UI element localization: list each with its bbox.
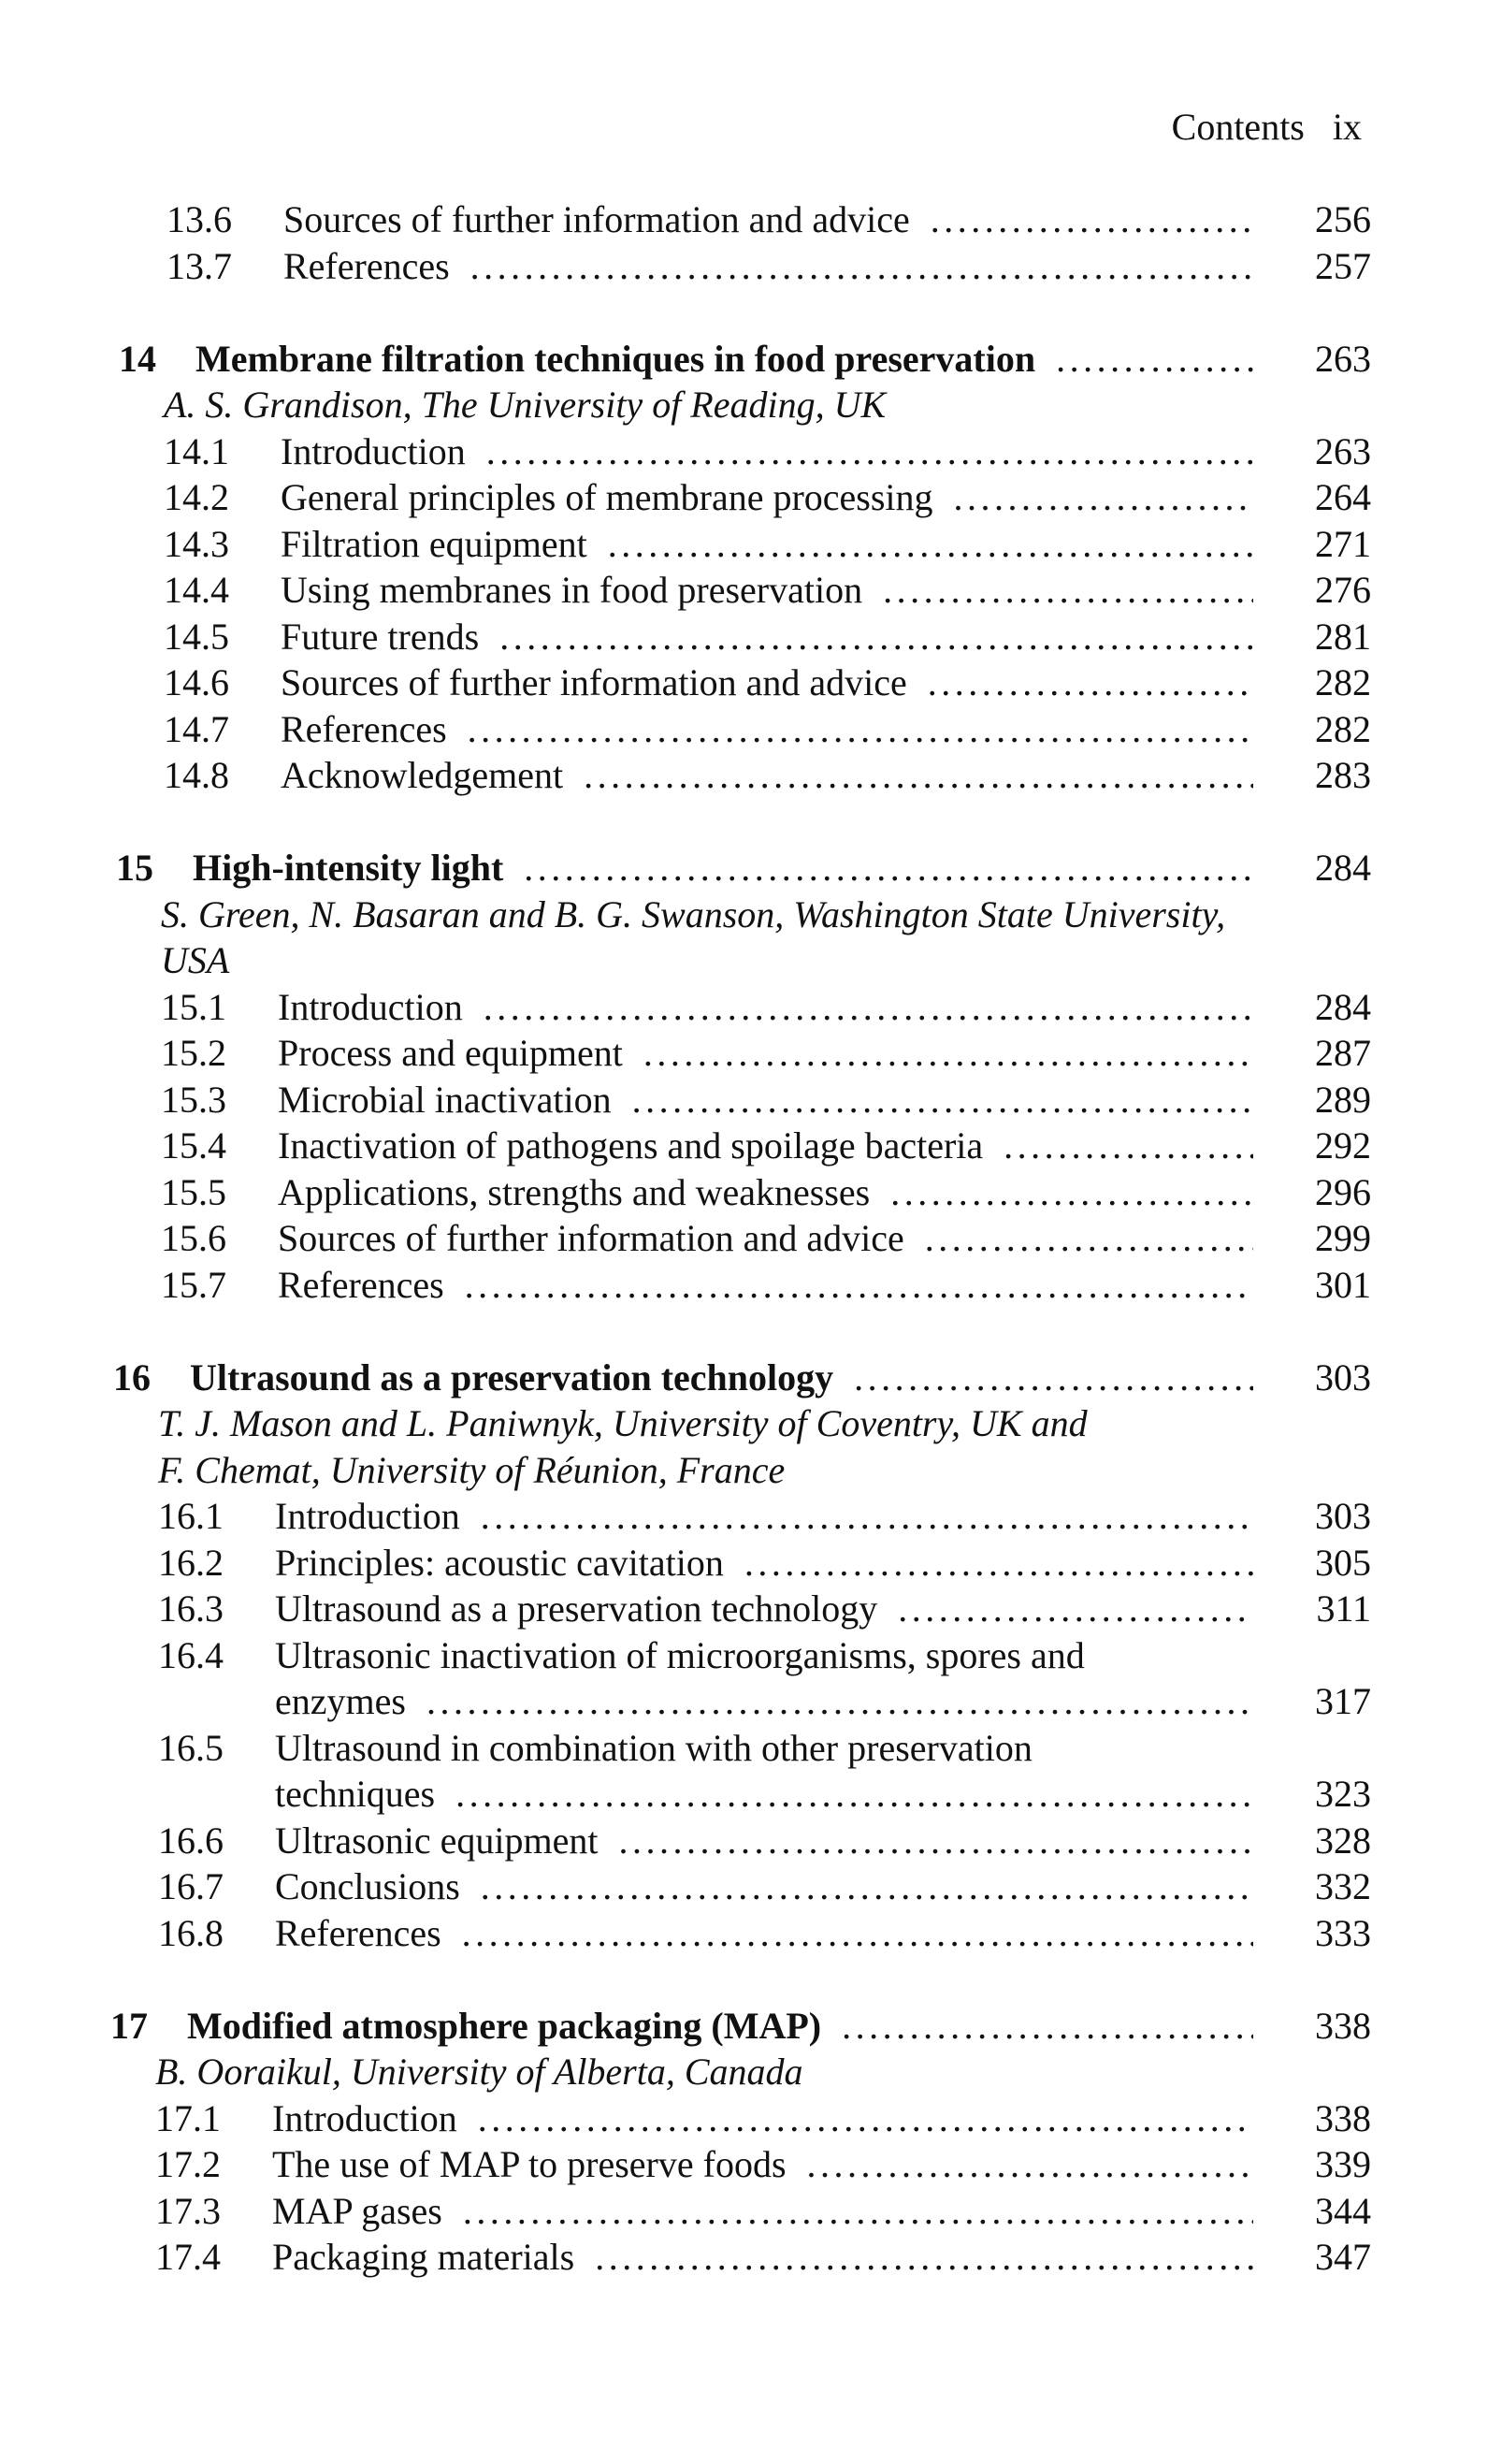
section-title-text: Ultrasound in combination with other preservation [275,1726,1033,1769]
section-title-continued-text: enzymes [275,1680,406,1722]
section-title [278,1215,1291,1262]
toc-entry [0,1725,1502,1772]
toc-entry [0,567,1502,614]
section-title [275,1586,1291,1632]
page-number: 296 [1315,1170,1371,1213]
section-title-continued [275,1771,1291,1818]
author-line [0,891,1502,938]
section-title [278,1169,1291,1216]
chapter-authors: A. S. Grandison, The University of Reading, UK [164,384,887,426]
section-gap [0,289,1502,336]
page-number: 317 [1315,1680,1371,1722]
section-title [272,2234,1291,2281]
chapter-heading [0,336,1502,383]
dot-leader [632,1077,1253,1123]
section-title-text: Applications, strengths and weaknesses [278,1170,871,1213]
page-number: 283 [1315,754,1371,796]
dot-leader [481,1493,1253,1540]
section-title [278,984,1291,1031]
dot-leader [455,1771,1253,1818]
section-title-text: Acknowledgement [281,754,564,796]
section-title-text: Using membranes in food preservation [281,569,863,611]
section-title-continued [275,1678,1291,1725]
page-number: 323 [1315,1773,1371,1815]
section-title [281,521,1291,568]
section-title [283,196,1291,243]
section-title [275,1632,1291,1679]
page-number: 284 [1315,847,1371,889]
dot-leader [883,567,1253,614]
page-number: 276 [1315,569,1371,611]
page-number: 347 [1315,2236,1371,2278]
chapter-title [187,2003,1291,2050]
section-title [272,2095,1291,2142]
chapter-authors: F. Chemat, University of Réunion, France [158,1448,786,1491]
toc-entry [0,1540,1502,1587]
section-title-text: Inactivation of pathogens and spoilage bacteria [278,1124,984,1167]
toc-entry [0,1030,1502,1077]
toc-entry [0,428,1502,475]
section-number: 16.5 [158,1726,224,1769]
section-title [278,1262,1291,1309]
section-title-text: Conclusions [275,1865,460,1907]
page-number: 287 [1315,1032,1371,1074]
section-gap [0,799,1502,846]
section-number: 17.2 [155,2143,221,2185]
section-number: 14.2 [164,476,229,518]
page-number: 299 [1315,1217,1371,1259]
section-number: 17.3 [155,2189,221,2232]
dot-leader [484,984,1253,1031]
toc-entry [0,1077,1502,1123]
page-number: 292 [1315,1124,1371,1167]
page-number: 339 [1315,2143,1371,2185]
page-number: 289 [1315,1078,1371,1121]
dot-leader [595,2234,1253,2281]
section-title [275,1540,1291,1587]
toc-entry [0,752,1502,799]
section-title [278,1077,1291,1123]
chapter-number: 15 [116,847,153,889]
dot-leader [807,2141,1253,2188]
toc-entry [0,1632,1502,1679]
section-title [275,1493,1291,1540]
section-title [281,474,1291,521]
author-line [0,1400,1502,1447]
section-title-text: The use of MAP to preserve foods [272,2143,787,2185]
section-title-text: Introduction [272,2096,457,2139]
dot-leader [486,428,1253,475]
toc-entry [0,1123,1502,1169]
author-line [0,1447,1502,1494]
dot-leader [854,1355,1253,1401]
chapter-number: 17 [110,2004,148,2047]
section-title-text: MAP gases [272,2189,442,2232]
dot-leader [1004,1123,1253,1169]
section-title-text: Introduction [281,429,466,472]
page-number: 344 [1315,2189,1371,2232]
section-number: 14.6 [164,661,229,703]
page-number: 301 [1315,1263,1371,1306]
section-title-text: Ultrasound as a preservation technology [275,1587,878,1630]
section-title-text: Packaging materials [272,2236,575,2278]
chapter-title [190,1355,1291,1401]
dot-leader [499,614,1253,660]
chapter-heading [0,2003,1502,2050]
chapter-number: 16 [113,1355,151,1399]
section-number: 15.4 [161,1124,226,1167]
toc-entry [0,2188,1502,2235]
section-title [272,2141,1291,2188]
dot-leader [481,1863,1253,1910]
dot-leader [744,1540,1253,1587]
dot-leader [842,2003,1253,2050]
page-number: 333 [1315,1911,1371,1954]
running-head-page-number: ix [1332,106,1362,148]
section-title-text: References [283,244,450,287]
toc-entry [0,2141,1502,2188]
section-title [281,567,1291,614]
toc-entry [0,474,1502,521]
section-title-text: References [278,1263,444,1306]
section-number: 17.4 [155,2236,221,2278]
chapter-number: 14 [119,337,156,380]
section-number: 14.7 [164,707,229,750]
section-title-text: Sources of further information and advice [283,198,910,240]
dot-leader [478,2095,1253,2142]
section-title-text: General principles of membrane processing [281,476,933,518]
section-title-text: Ultrasonic equipment [275,1819,599,1862]
section-number: 16.8 [158,1911,224,1954]
page-number: 263 [1315,429,1371,472]
chapter-title-text: High-intensity light [193,847,504,889]
toc-entry [0,1771,1502,1818]
page-number: 338 [1315,2004,1371,2047]
section-title [281,428,1291,475]
dot-leader [463,2188,1253,2235]
toc-entry [0,1818,1502,1864]
dot-leader [643,1030,1253,1077]
section-number: 16.4 [158,1633,224,1676]
dot-leader [608,521,1253,568]
section-title-text: Sources of further information and advice [281,661,907,703]
section-title [278,1123,1291,1169]
dot-leader [925,1215,1253,1262]
dot-leader [468,706,1253,753]
page-number: 264 [1315,476,1371,518]
page-number: 332 [1315,1865,1371,1907]
section-title-text: Filtration equipment [281,522,587,565]
section-title-text: References [275,1911,441,1954]
page-number: 338 [1315,2096,1371,2139]
dot-leader [1056,336,1253,383]
page-number: 311 [1316,1587,1371,1630]
table-of-contents [0,196,1502,2281]
section-title-text: Microbial inactivation [278,1078,612,1121]
section-number: 13.7 [166,244,232,287]
section-title [278,1030,1291,1077]
dot-leader [928,659,1253,706]
toc-entry [0,196,1502,243]
chapter-authors: S. Green, N. Basaran and B. G. Swanson, Washington State University, [161,892,1226,935]
dot-leader [426,1678,1253,1725]
section-title-text: References [281,707,447,750]
section-number: 16.6 [158,1819,224,1862]
section-title-text: Principles: acoustic cavitation [275,1541,724,1584]
section-number: 13.6 [166,198,232,240]
toc-entry [0,1169,1502,1216]
dot-leader [898,1586,1253,1632]
toc-entry [0,521,1502,568]
section-number: 15.6 [161,1217,226,1259]
section-number: 15.3 [161,1078,226,1121]
chapter-authors: T. J. Mason and L. Paniwnyk, University of Coventry, UK and [158,1402,1088,1444]
page-number: 303 [1315,1495,1371,1537]
dot-leader [584,752,1253,799]
section-title [281,659,1291,706]
dot-leader [931,196,1253,243]
chapter-authors: B. Ooraikul, University of Alberta, Canada [155,2051,803,2093]
page-number: 282 [1315,707,1371,750]
section-title-text: Introduction [278,985,463,1028]
section-number: 15.2 [161,1032,226,1074]
toc-entry [0,1493,1502,1540]
chapter-authors: USA [161,939,230,981]
page-number: 271 [1315,522,1371,565]
toc-entry [0,706,1502,753]
author-line [0,382,1502,428]
section-number: 15.7 [161,1263,226,1306]
page-number: 284 [1315,985,1371,1028]
page-number: 256 [1315,198,1371,240]
dot-leader [470,243,1253,290]
dot-leader [890,1169,1253,1216]
section-number: 14.4 [164,569,229,611]
toc-entry [0,984,1502,1031]
toc-entry [0,1863,1502,1910]
running-head [1172,105,1362,149]
section-number: 15.5 [161,1170,226,1213]
section-number: 14.3 [164,522,229,565]
dot-leader [618,1818,1253,1864]
section-title-text: Ultrasonic inactivation of microorganisms, spores and [275,1633,1085,1676]
page-number: 281 [1315,615,1371,658]
author-line [0,2049,1502,2095]
section-title [283,243,1291,290]
page-number: 303 [1315,1355,1371,1399]
section-title-text: Process and equipment [278,1032,623,1074]
section-number: 17.1 [155,2096,221,2139]
section-title-continued-text: techniques [275,1773,436,1815]
section-title-text: Introduction [275,1495,460,1537]
section-number: 16.2 [158,1541,224,1584]
toc-entry [0,1678,1502,1725]
section-title-text: Future trends [281,615,480,658]
toc-entry [0,1910,1502,1957]
section-title [281,706,1291,753]
toc-entry [0,243,1502,290]
section-title [275,1818,1291,1864]
running-head-label: Contents [1171,106,1305,148]
section-title [275,1863,1291,1910]
chapter-heading [0,845,1502,891]
section-number: 14.5 [164,615,229,658]
toc-entry [0,2234,1502,2281]
toc-entry [0,1262,1502,1309]
dot-leader [524,845,1253,891]
section-number: 15.1 [161,985,226,1028]
chapter-title-text: Modified atmosphere packaging (MAP) [187,2004,822,2047]
dot-leader [954,474,1253,521]
chapter-heading [0,1355,1502,1401]
page-number: 305 [1315,1541,1371,1584]
page-number: 328 [1315,1819,1371,1862]
chapter-title-text: Membrane filtration techniques in food preservation [195,337,1036,380]
toc-entry [0,614,1502,660]
section-title-text: Sources of further information and advice [278,1217,904,1259]
page-number: 282 [1315,661,1371,703]
section-gap [0,1308,1502,1355]
chapter-title [195,336,1291,383]
section-gap [0,1956,1502,2003]
section-number: 14.1 [164,429,229,472]
dot-leader [465,1262,1253,1309]
toc-entry [0,1215,1502,1262]
author-line [0,937,1502,984]
page-number: 263 [1315,337,1371,380]
section-title [275,1910,1291,1957]
section-number: 14.8 [164,754,229,796]
toc-entry [0,2095,1502,2142]
section-title [275,1725,1291,1772]
section-number: 16.7 [158,1865,224,1907]
section-title [281,752,1291,799]
section-title [281,614,1291,660]
dot-leader [462,1910,1253,1957]
section-number: 16.3 [158,1587,224,1630]
toc-entry [0,659,1502,706]
section-title [272,2188,1291,2235]
toc-entry [0,1586,1502,1632]
page-number: 257 [1315,244,1371,287]
section-number: 16.1 [158,1495,224,1537]
chapter-title-text: Ultrasound as a preservation technology [190,1355,834,1399]
chapter-title [193,845,1291,891]
